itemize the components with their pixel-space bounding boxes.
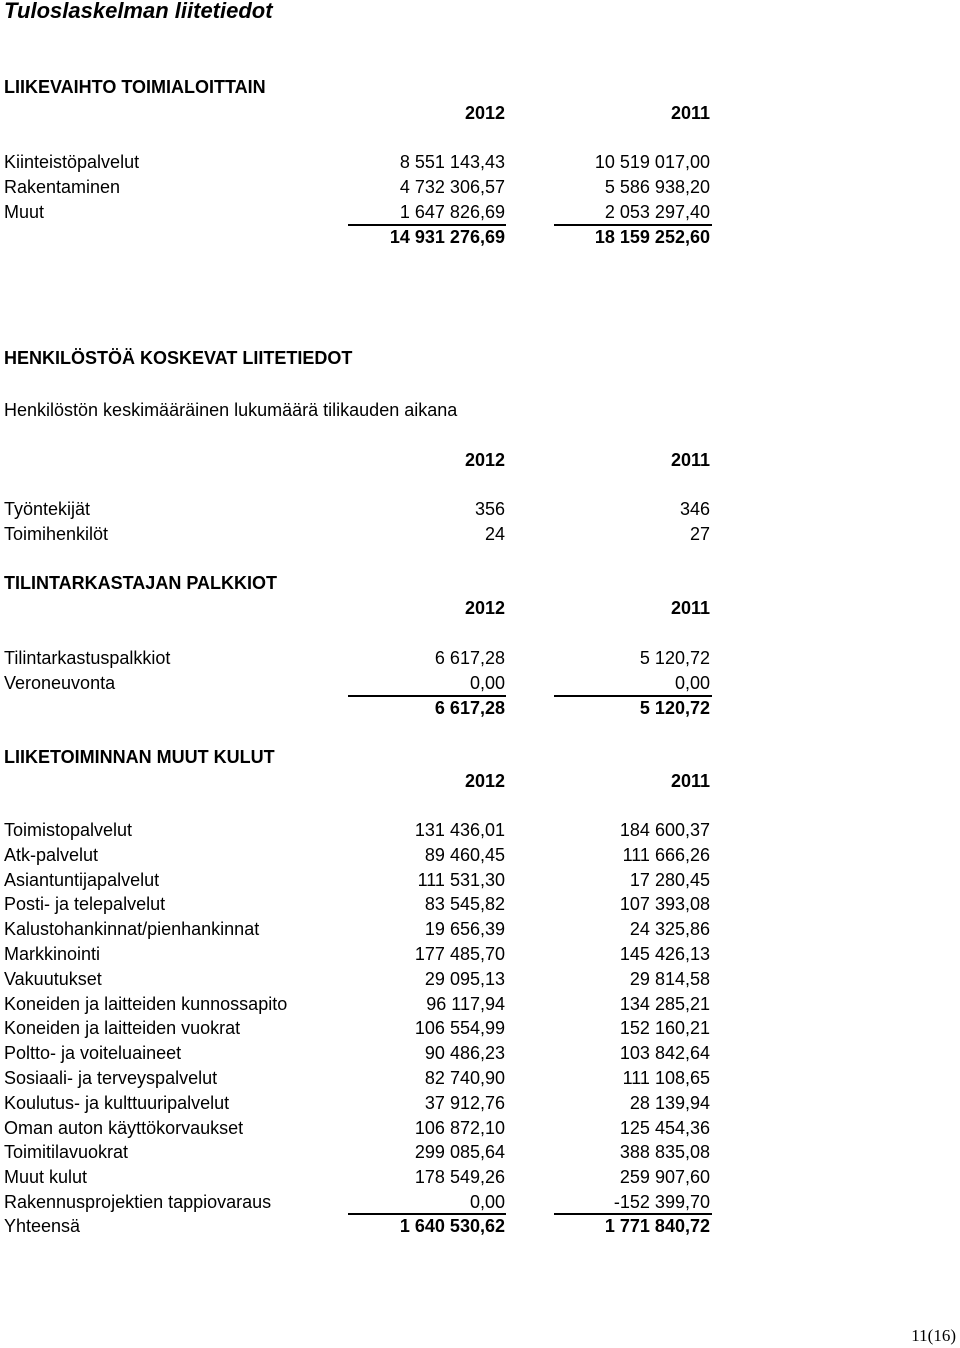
auditor-heading: TILINTARKASTAJAN PALKKIOT	[4, 573, 277, 593]
table-row: Toimitilavuokrat 299 085,64 388 835,08	[4, 1142, 710, 1163]
table-row: Asiantuntijapalvelut 111 531,30 17 280,45	[4, 869, 710, 890]
table-row: Oman auton käyttökorvaukset 106 872,10 125 454,36	[4, 1117, 710, 1138]
expenses-total-row: Yhteensä 1 640 530,62 1 771 840,72	[4, 1216, 710, 1236]
revenue-heading: LIIKEVAIHTO TOIMIALOITTAIN	[4, 77, 266, 97]
table-row: Toimistopalvelut 131 436,01 184 600,37	[4, 820, 710, 840]
table-row: Rakennusprojektien tappiovaraus 0,00 -152 399,70	[4, 1192, 710, 1212]
table-row: Muut kulut 178 549,26 259 907,60	[4, 1167, 710, 1188]
revenue-year-header	[0, 103, 960, 127]
table-row: Markkinointi 177 485,70 145 426,13	[4, 944, 710, 964]
table-row: Vakuutukset 29 095,13 29 814,58	[4, 968, 710, 989]
page-number: 11(16)	[911, 1326, 956, 1345]
sum-rule	[348, 1213, 506, 1215]
sum-rule	[554, 695, 712, 697]
revenue-total-row: 14 931 276,69 18 159 252,60	[389, 227, 710, 247]
expenses-heading: LIIKETOIMINNAN MUUT KULUT	[4, 747, 275, 767]
personnel-year-header: 2012 2011	[464, 450, 710, 470]
auditor-total-row: 6 617,28 5 120,72	[434, 698, 710, 718]
table-row: Kiinteistöpalvelut 8 551 143,43 10 519 017,00	[4, 152, 710, 172]
personnel-heading: HENKILÖSTÖÄ KOSKEVAT LIITETIEDOT	[4, 348, 353, 368]
sum-rule	[348, 224, 506, 226]
auditor-year-header: 2012 2011	[464, 598, 710, 618]
table-row: Muut 1 647 826,69 2 053 297,40	[4, 202, 710, 222]
table-row: Rakentaminen 4 732 306,57 5 586 938,20	[4, 177, 710, 197]
table-row: Posti- ja telepalvelut 83 545,82 107 393,08	[4, 894, 710, 915]
table-row: Koneiden ja laitteiden kunnossapito 96 117,94 134 285,21	[4, 993, 710, 1014]
personnel-subheading: Henkilöstön keskimääräinen lukumäärä tilikauden aikana	[4, 400, 458, 420]
table-row: Veroneuvonta 0,00 0,00	[4, 673, 710, 693]
table-row: Sosiaali- ja terveyspalvelut 82 740,90 111 108,65	[4, 1068, 710, 1088]
sum-rule	[554, 1213, 712, 1215]
sum-rule	[348, 695, 506, 697]
table-row: Koneiden ja laitteiden vuokrat 106 554,99 152 160,21	[4, 1018, 710, 1039]
page-title: Tuloslaskelman liitetiedot	[4, 0, 273, 23]
table-row: Koulutus- ja kulttuuripalvelut 37 912,76 28 139,94	[4, 1092, 710, 1113]
expenses-year-header: 2012 2011	[464, 771, 710, 791]
table-row: Atk-palvelut 89 460,45 111 666,26	[4, 844, 710, 865]
sum-rule	[554, 224, 712, 226]
year-2012-label: 2012	[464, 103, 505, 123]
table-row: Poltto- ja voiteluaineet 90 486,23 103 842,64	[4, 1043, 710, 1064]
table-row: Työntekijät 356 346	[4, 499, 710, 519]
year-2011-label: 2011	[670, 103, 710, 123]
table-row: Kalustohankinnat/pienhankinnat 19 656,39 24 325,86	[4, 919, 710, 940]
table-row: Toimihenkilöt 24 27	[4, 524, 710, 544]
table-row: Tilintarkastuspalkkiot 6 617,28 5 120,72	[4, 648, 710, 668]
